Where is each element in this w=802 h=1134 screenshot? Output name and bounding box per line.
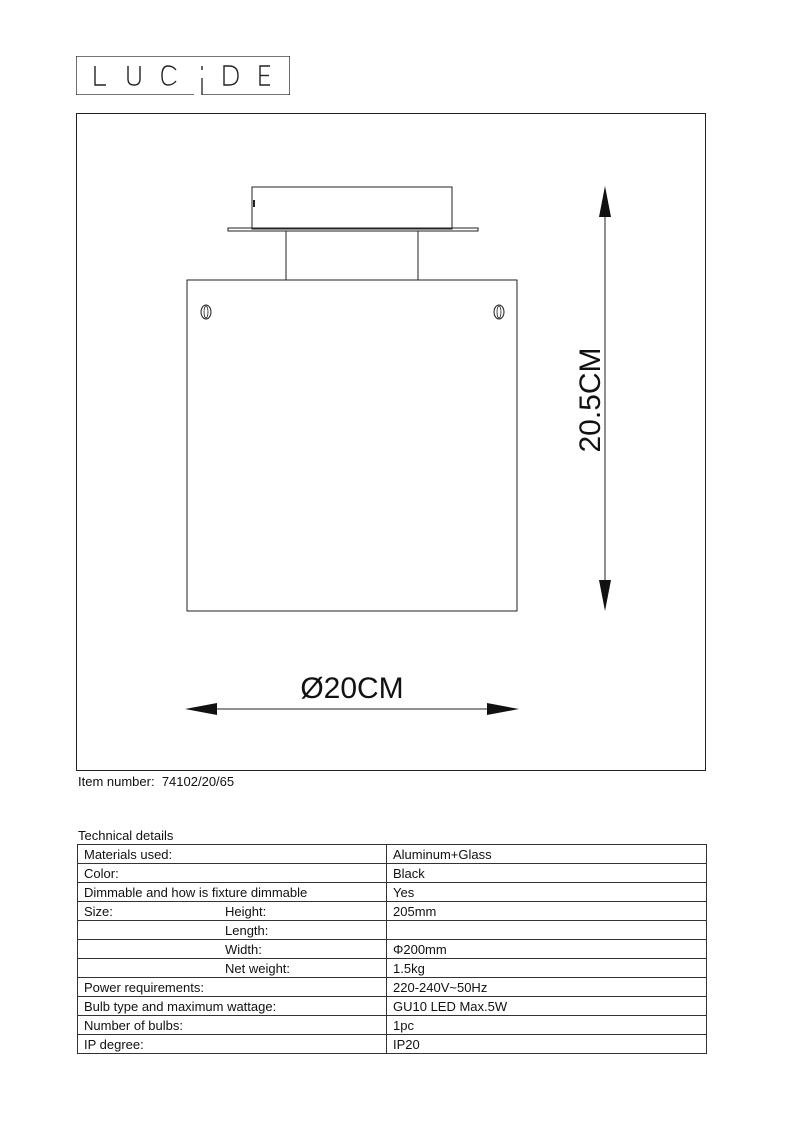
spec-value: 205mm [387, 902, 707, 921]
spec-label: Color: [78, 864, 226, 883]
item-number-label: Item number: [78, 774, 155, 789]
table-row [78, 978, 707, 997]
spec-value: Φ200mm [387, 940, 707, 959]
spec-value: Aluminum+Glass [387, 845, 707, 864]
spec-label: Materials used: [78, 845, 226, 864]
screw-right [494, 305, 504, 319]
spec-sublabel: Net weight: [225, 959, 387, 978]
spec-sublabel [225, 1016, 387, 1035]
spec-sublabel [225, 845, 387, 864]
table-row [78, 845, 707, 864]
spec-value: 1.5kg [387, 959, 707, 978]
technical-details-title: Technical details [78, 828, 174, 843]
spec-value: 1pc [387, 1016, 707, 1035]
spec-value: Yes [387, 883, 707, 902]
spec-sublabel [225, 978, 387, 997]
spec-label: IP degree: [78, 1035, 226, 1054]
table-row [78, 883, 707, 902]
technical-details-table [77, 844, 707, 1054]
table-row [78, 1016, 707, 1035]
table-row [78, 959, 707, 978]
spec-sublabel [225, 1035, 387, 1054]
lucide-logo [76, 56, 290, 95]
spec-label: Size: [78, 902, 226, 921]
height-dimension [574, 186, 611, 611]
item-number [78, 774, 234, 789]
spec-sublabel: Height: [225, 902, 387, 921]
item-number-value: 74102/20/65 [161, 774, 235, 789]
spec-label: Number of bulbs: [78, 1016, 226, 1035]
diameter-dimension [185, 672, 519, 715]
table-row [78, 902, 707, 921]
table-row [78, 940, 707, 959]
spec-value: GU10 LED Max.5W [387, 997, 707, 1016]
spec-sublabel: Width: [225, 940, 387, 959]
table-row [78, 997, 707, 1016]
diameter-label: Ø20CM [300, 672, 404, 705]
spec-label [78, 959, 226, 978]
screw-left [201, 305, 211, 319]
table-row [78, 864, 707, 883]
table-row [78, 1035, 707, 1054]
spec-value: IP20 [387, 1035, 707, 1054]
spec-value: Black [387, 864, 707, 883]
spec-label [78, 921, 226, 940]
glass-shade [187, 280, 517, 611]
spec-sublabel [225, 864, 387, 883]
table-row [78, 921, 707, 940]
spec-label: Bulb type and maximum wattage: [78, 997, 226, 1016]
height-label: 20.5CM [574, 347, 607, 453]
spec-label: Power requirements: [78, 978, 226, 997]
technical-drawing [76, 113, 706, 771]
spec-label: Dimmable and how is fixture dimmable [78, 883, 226, 902]
spec-sublabel: Length: [225, 921, 387, 940]
spec-label [78, 940, 226, 959]
canopy [228, 187, 478, 231]
spec-value [387, 921, 707, 940]
spec-value: 220-240V~50Hz [387, 978, 707, 997]
